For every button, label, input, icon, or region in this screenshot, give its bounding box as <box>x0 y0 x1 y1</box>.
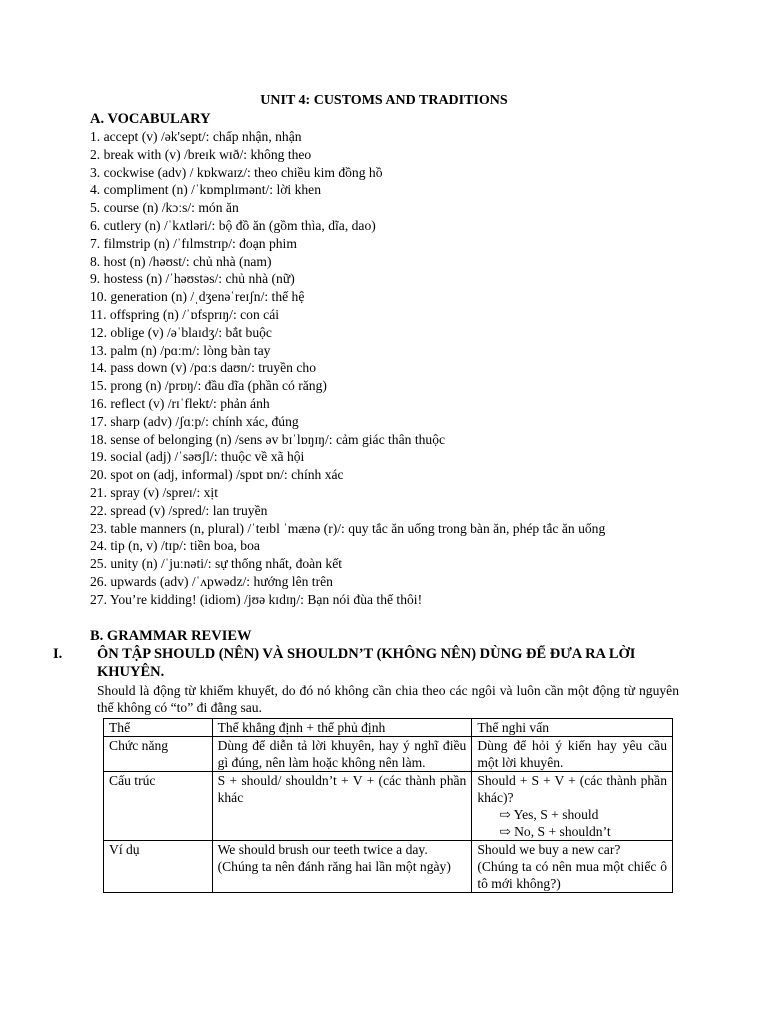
vocab-item: 22. spread (v) /spred/: lan truyền <box>90 502 268 518</box>
table-header-cell: Thể khẳng định + thể phủ định <box>212 719 472 737</box>
example-sentence: We should brush our teeth twice a day. <box>217 842 428 857</box>
table-header-row <box>104 719 673 737</box>
affirmative-cell: Dùng để diễn tả lời khuyên, hay ý nghĩ điều gì đúng, nên làm hoặc không nên làm. <box>212 737 472 772</box>
affirmative-cell: S + should/ shouldn’t + V + (các thành phần khác <box>212 772 472 841</box>
table-header-cell: Thể nghi vấn <box>472 719 673 737</box>
section-a-heading: A. VOCABULARY <box>90 111 211 127</box>
vocab-item: 12. oblige (v) /əˈblaɪdʒ/: bắt buộc <box>90 324 272 340</box>
vocab-item: 19. social (adj) /ˈsəʊʃl/: thuộc về xã hội <box>90 449 305 465</box>
affirmative-cell <box>212 841 472 893</box>
row-label: Ví dụ <box>104 841 213 893</box>
vocab-item: 20. spot on (adj, informal) /spɒt ɒn/: chính xác <box>90 467 344 483</box>
vocab-item: 21. spray (v) /spreɪ/: xịt <box>90 484 218 500</box>
vocab-item: 25. unity (n) /ˈjuːnəti/: sự thống nhất, đoàn kết <box>90 556 343 572</box>
unit-title: UNIT 4: CUSTOMS AND TRADITIONS <box>260 93 508 108</box>
vocab-item: 15. prong (n) /prɒŋ/: đầu dĩa (phần có răng) <box>90 378 327 394</box>
vocab-item: 2. break with (v) /breɪk wɪð/: không theo <box>90 146 312 162</box>
example-question-translation: (Chúng ta có nên mua một chiếc ô tô mới không?) <box>477 859 667 891</box>
example-question: Should we buy a new car? <box>477 842 621 857</box>
grammar-intro: Should là động từ khiếm khuyết, do đó nó không cần chia theo các ngôi và luôn cần một động từ nguyên thể không có “to” đi đằng sau. <box>97 683 679 715</box>
vocab-item: 17. sharp (adv) /ʃɑːp/: chính xác, đúng <box>90 413 299 429</box>
vocab-item: 18. sense of belonging (n) /sens əv bɪˈlɒŋɪŋ/: cảm giác thân thuộc <box>90 431 446 447</box>
table-row-example <box>104 841 673 893</box>
table-row-structure <box>104 772 673 841</box>
vocab-item: 23. table manners (n, plural) /ˈteɪbl ˈmænə (r)/: quy tắc ăn uống trong bàn ăn, phép tắc ăn uống <box>90 520 606 536</box>
vocab-item: 13. palm (n) /pɑːm/: lòng bàn tay <box>90 342 271 358</box>
vocab-item: 7. filmstrip (n) /ˈfɪlmstrɪp/: đoạn phim <box>90 235 297 251</box>
vocab-item: 27. You’re kidding! (idiom) /jʊə kɪdɪŋ/: Bạn nói đùa thế thôi! <box>90 591 423 607</box>
answer-yes: ⇨ Yes, S + should <box>499 807 599 822</box>
table-row-function <box>104 737 673 772</box>
answer-no: ⇨ No, S + shouldn’t <box>499 824 611 839</box>
grammar-heading: ÔN TẬP SHOULD (NÊN) VÀ SHOULDN’T (KHÔNG NÊN) DÙNG ĐỂ ĐƯA RA LỜI KHUYÊN. <box>97 646 636 680</box>
question-cell <box>472 841 673 893</box>
vocab-item: 10. generation (n) /ˌdʒenəˈreɪʃn/: thế hệ <box>90 289 305 305</box>
vocabulary-list <box>90 128 605 609</box>
vocab-item: 16. reflect (v) /rɪˈflekt/: phản ánh <box>90 395 270 411</box>
vocab-item: 24. tip (n, v) /tɪp/: tiền boa, boa <box>90 538 260 554</box>
vocab-item: 3. cockwise (adv) / kɒkwaɪz/: theo chiều kim đồng hồ <box>90 164 383 180</box>
section-b-heading: B. GRAMMAR REVIEW <box>90 628 252 644</box>
question-structure: Should + S + V + (các thành phần khác)? <box>477 773 667 805</box>
grammar-numeral: I. <box>53 646 63 662</box>
example-translation: (Chúng ta nên đánh răng hai lần một ngày) <box>217 859 451 874</box>
vocab-item: 11. offspring (n) /ˈɒfsprɪŋ/: con cái <box>90 306 279 322</box>
grammar-table <box>103 718 673 893</box>
row-label: Chức năng <box>104 737 213 772</box>
table-header-cell: Thể <box>104 719 213 737</box>
vocab-item: 6. cutlery (n) /ˈkʌtləri/: bộ đồ ăn (gồm thìa, dĩa, dao) <box>90 217 376 233</box>
vocab-item: 4. compliment (n) /ˈkɒmplɪmənt/: lời khen <box>90 182 322 198</box>
question-cell: Dùng để hỏi ý kiến hay yêu cầu một lời khuyên. <box>472 737 673 772</box>
vocab-item: 5. course (n) /kɔːs/: món ăn <box>90 200 239 216</box>
vocab-item: 26. upwards (adv) /ˈʌpwədz/: hướng lên trên <box>90 573 333 589</box>
vocab-item: 14. pass down (v) /pɑːs daʊn/: truyền cho <box>90 360 316 376</box>
row-label: Cấu trúc <box>104 772 213 841</box>
vocab-item: 1. accept (v) /ək'sept/: chấp nhận, nhận <box>90 129 302 144</box>
question-cell <box>472 772 673 841</box>
vocab-item: 9. hostess (n) /ˈhəʊstəs/: chủ nhà (nữ) <box>90 271 295 287</box>
vocab-item: 8. host (n) /həʊst/: chủ nhà (nam) <box>90 253 272 269</box>
